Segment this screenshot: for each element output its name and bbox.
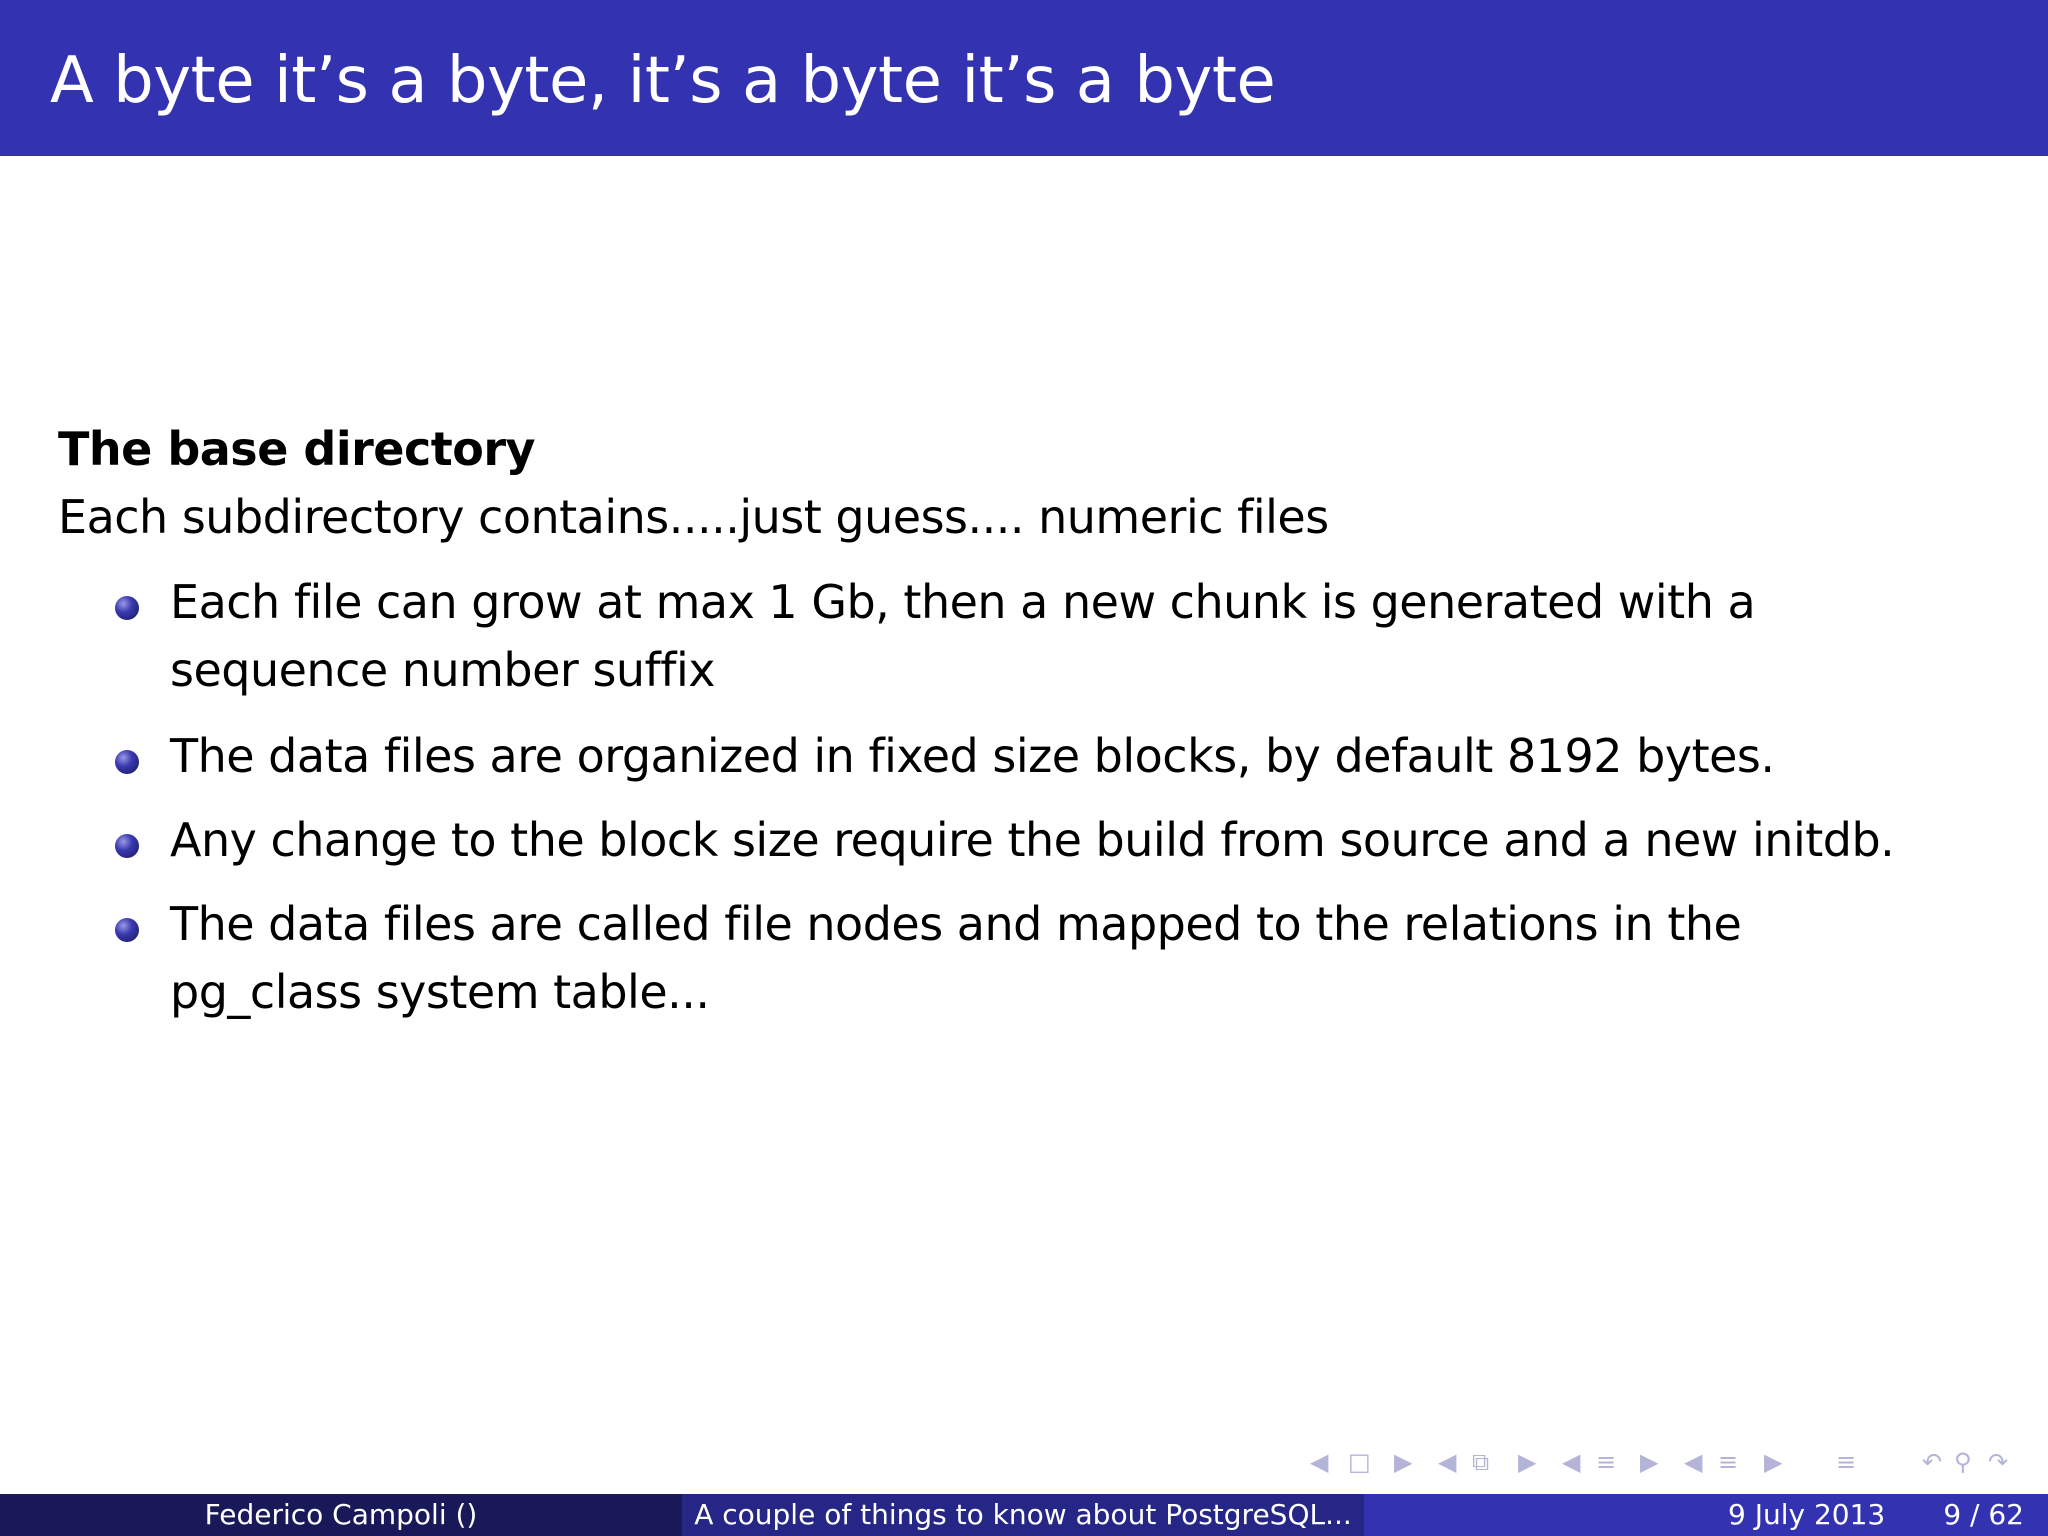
bullet-text-line: Each file can grow at max 1 Gb, then a new chunk is generated with a (170, 575, 1756, 629)
search-icon[interactable]: ⚲ (1954, 1448, 1972, 1476)
subsection-forward-icon[interactable]: ▶ (1518, 1448, 1537, 1476)
block-lead-text: Each subdirectory contains.....just guess.... numeric files (58, 490, 1329, 544)
search-back-icon[interactable]: ↶ (1922, 1448, 1943, 1476)
bullet-ball-icon (115, 918, 139, 942)
slide-footer (0, 1494, 2048, 1536)
bullet-ball-icon (115, 596, 139, 620)
document-forward-icon[interactable]: ▶ (1764, 1448, 1783, 1476)
bullet-text-line: The data files are called file nodes and mapped to the relations in the (170, 897, 1742, 951)
subsection-back-icon[interactable]: ◀ (1438, 1448, 1457, 1476)
bullet-text-line: The data files are organized in fixed size blocks, by default 8192 bytes. (170, 729, 1775, 783)
bullet-ball-icon (115, 834, 139, 858)
slide-title: A byte it’s a byte, it’s a byte it’s a byte (50, 44, 1276, 118)
subsection-icon[interactable]: ⧉ (1472, 1448, 1490, 1476)
bullet-ball-icon (115, 750, 139, 774)
block-heading: The base directory (58, 422, 536, 476)
frame-back-icon[interactable]: ◀ (1310, 1448, 1329, 1476)
footer-short-title: A couple of things to know about PostgreSQL... (682, 1494, 1364, 1536)
section-icon[interactable]: ≡ (1596, 1448, 1617, 1476)
bullet-text-line: sequence number suffix (170, 643, 715, 697)
footer-page-number: 9 / 62 (1943, 1498, 2024, 1531)
search-forward-icon[interactable]: ↷ (1988, 1448, 2009, 1476)
section-forward-icon[interactable]: ▶ (1640, 1448, 1659, 1476)
appendix-icon[interactable]: ≡ (1836, 1448, 1857, 1476)
beamer-navigation-bar (1310, 1448, 2040, 1484)
section-back-icon[interactable]: ◀ (1562, 1448, 1581, 1476)
bullet-text-line: Any change to the block size require the build from source and a new initdb. (170, 813, 1895, 867)
document-back-icon[interactable]: ◀ (1684, 1448, 1703, 1476)
footer-date: 9 July 2013 (1728, 1498, 1886, 1531)
frame-icon[interactable]: □ (1348, 1448, 1371, 1476)
frame-forward-icon[interactable]: ▶ (1394, 1448, 1413, 1476)
slide-title-bar (0, 0, 2048, 156)
footer-author: Federico Campoli () (0, 1494, 682, 1536)
document-icon[interactable]: ≡ (1718, 1448, 1739, 1476)
bullet-text-line: pg_class system table... (170, 965, 710, 1019)
footer-info (1364, 1494, 2048, 1536)
